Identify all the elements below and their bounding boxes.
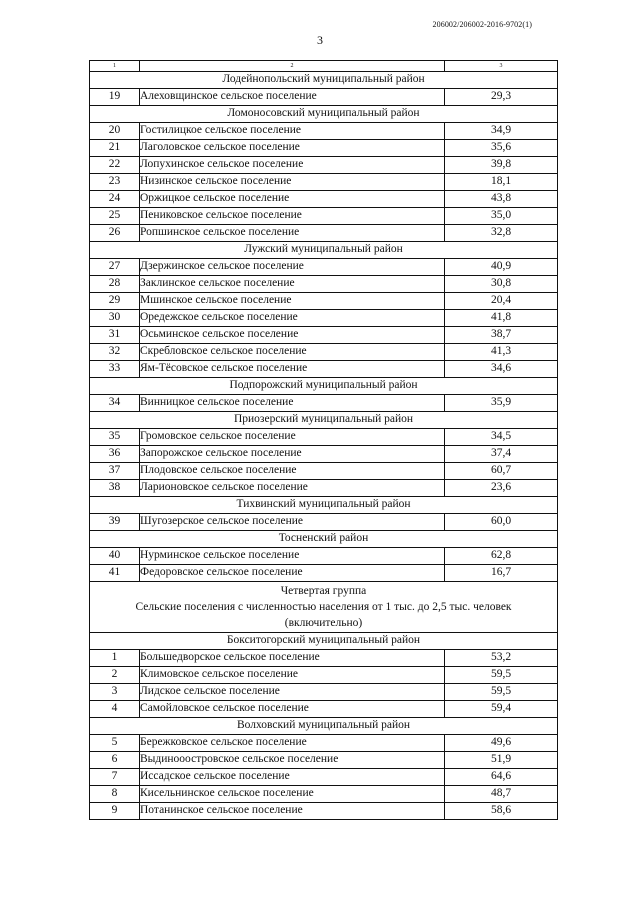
district-title: Тихвинский муниципальный район <box>90 497 558 514</box>
row-value: 51,9 <box>445 752 558 769</box>
row-number: 40 <box>90 548 140 565</box>
table-row <box>90 157 558 174</box>
table-row <box>90 208 558 225</box>
settlement-name: Низинское сельское поселение <box>140 174 445 191</box>
settlement-name: Потанинское сельское поселение <box>140 803 445 820</box>
settlements-table <box>89 60 558 820</box>
row-value: 60,7 <box>445 463 558 480</box>
row-value: 43,8 <box>445 191 558 208</box>
settlement-name: Оржицкое сельское поселение <box>140 191 445 208</box>
district-title: Ломоносовский муниципальный район <box>90 106 558 123</box>
row-value: 34,6 <box>445 361 558 378</box>
row-number: 5 <box>90 735 140 752</box>
settlement-name: Иссадское сельское поселение <box>140 769 445 786</box>
row-value: 41,8 <box>445 310 558 327</box>
district-title: Тосненский район <box>90 531 558 548</box>
district-header-row <box>90 242 558 259</box>
settlement-name: Лаголовское сельское поселение <box>140 140 445 157</box>
table-row <box>90 769 558 786</box>
row-number: 1 <box>90 650 140 667</box>
row-value: 39,8 <box>445 157 558 174</box>
column-header: 1 <box>90 61 140 72</box>
row-value: 48,7 <box>445 786 558 803</box>
row-number: 19 <box>90 89 140 106</box>
row-number: 38 <box>90 480 140 497</box>
group-header-row <box>90 582 558 633</box>
table-row <box>90 786 558 803</box>
settlement-name: Бережковское сельское поселение <box>140 735 445 752</box>
table-row <box>90 463 558 480</box>
settlement-name: Лидское сельское поселение <box>140 684 445 701</box>
district-header-row <box>90 497 558 514</box>
row-number: 28 <box>90 276 140 293</box>
column-header: 2 <box>140 61 445 72</box>
row-value: 29,3 <box>445 89 558 106</box>
row-value: 16,7 <box>445 565 558 582</box>
table-row <box>90 293 558 310</box>
row-value: 34,5 <box>445 429 558 446</box>
table-body <box>90 61 558 820</box>
column-header-row <box>90 61 558 72</box>
table-row <box>90 140 558 157</box>
page-number: 3 <box>317 33 323 47</box>
row-value: 35,0 <box>445 208 558 225</box>
table-row <box>90 548 558 565</box>
table-row <box>90 225 558 242</box>
row-value: 60,0 <box>445 514 558 531</box>
settlement-name: Кисельнинское сельское поселение <box>140 786 445 803</box>
row-value: 23,6 <box>445 480 558 497</box>
row-value: 49,6 <box>445 735 558 752</box>
district-header-row <box>90 72 558 89</box>
row-value: 35,9 <box>445 395 558 412</box>
table-row <box>90 480 558 497</box>
row-value: 20,4 <box>445 293 558 310</box>
row-value: 40,9 <box>445 259 558 276</box>
settlement-name: Скребловское сельское поселение <box>140 344 445 361</box>
settlement-name: Шугозерское сельское поселение <box>140 514 445 531</box>
row-value: 34,9 <box>445 123 558 140</box>
group-title-line: Четвертая группа <box>280 585 367 597</box>
district-header-row <box>90 106 558 123</box>
settlement-name: Выдинооостровское сельское поселение <box>140 752 445 769</box>
row-value: 64,6 <box>445 769 558 786</box>
table-row <box>90 650 558 667</box>
row-value: 59,5 <box>445 667 558 684</box>
row-value: 41,3 <box>445 344 558 361</box>
row-number: 24 <box>90 191 140 208</box>
district-title: Лодейнопольский муниципальный район <box>90 72 558 89</box>
district-title: Приозерский муниципальный район <box>90 412 558 429</box>
settlement-name: Гостилицкое сельское поселение <box>140 123 445 140</box>
settlement-name: Федоровское сельское поселение <box>140 565 445 582</box>
table-row <box>90 565 558 582</box>
district-header-row <box>90 412 558 429</box>
row-number: 21 <box>90 140 140 157</box>
row-number: 31 <box>90 327 140 344</box>
row-value: 35,6 <box>445 140 558 157</box>
row-value: 59,4 <box>445 701 558 718</box>
settlement-name: Винницкое сельское поселение <box>140 395 445 412</box>
group-title-line: (включительно) <box>284 617 363 629</box>
settlement-name: Пениковское сельское поселение <box>140 208 445 225</box>
settlement-name: Климовское сельское поселение <box>140 667 445 684</box>
row-number: 25 <box>90 208 140 225</box>
table-row <box>90 446 558 463</box>
district-header-row <box>90 531 558 548</box>
row-value: 18,1 <box>445 174 558 191</box>
table-row <box>90 803 558 820</box>
row-number: 35 <box>90 429 140 446</box>
row-number: 37 <box>90 463 140 480</box>
settlement-name: Ям-Тёсовское сельское поселение <box>140 361 445 378</box>
row-number: 6 <box>90 752 140 769</box>
settlement-name: Мшинское сельское поселение <box>140 293 445 310</box>
table-row <box>90 123 558 140</box>
row-number: 4 <box>90 701 140 718</box>
row-number: 26 <box>90 225 140 242</box>
table-row <box>90 684 558 701</box>
row-value: 32,8 <box>445 225 558 242</box>
row-value: 53,2 <box>445 650 558 667</box>
settlement-name: Громовское сельское поселение <box>140 429 445 446</box>
table-row <box>90 429 558 446</box>
settlement-name: Большедворское сельское поселение <box>140 650 445 667</box>
district-title: Подпорожский муниципальный район <box>90 378 558 395</box>
settlement-name: Осьминское сельское поселение <box>140 327 445 344</box>
table-row <box>90 327 558 344</box>
settlement-name: Плодовское сельское поселение <box>140 463 445 480</box>
settlement-name: Дзержинское сельское поселение <box>140 259 445 276</box>
table-row <box>90 191 558 208</box>
settlement-name: Самойловское сельское поселение <box>140 701 445 718</box>
settlement-name: Ларионовское сельское поселение <box>140 480 445 497</box>
row-value: 38,7 <box>445 327 558 344</box>
settlement-name: Лопухинское сельское поселение <box>140 157 445 174</box>
table-row <box>90 395 558 412</box>
table-row <box>90 310 558 327</box>
column-header: 3 <box>445 61 558 72</box>
row-number: 7 <box>90 769 140 786</box>
settlement-name: Ропшинское сельское поселение <box>140 225 445 242</box>
table-row <box>90 344 558 361</box>
settlement-name: Оредежское сельское поселение <box>140 310 445 327</box>
table-row <box>90 752 558 769</box>
row-number: 34 <box>90 395 140 412</box>
table-row <box>90 361 558 378</box>
row-number: 2 <box>90 667 140 684</box>
row-number: 9 <box>90 803 140 820</box>
table-row <box>90 701 558 718</box>
row-number: 23 <box>90 174 140 191</box>
district-title: Бокситогорский муниципальный район <box>90 633 558 650</box>
row-value: 59,5 <box>445 684 558 701</box>
row-number: 39 <box>90 514 140 531</box>
table-row <box>90 514 558 531</box>
row-number: 30 <box>90 310 140 327</box>
row-number: 8 <box>90 786 140 803</box>
row-value: 62,8 <box>445 548 558 565</box>
district-header-row <box>90 633 558 650</box>
district-title: Лужский муниципальный район <box>90 242 558 259</box>
group-title-line: Сельские поселения с численностью населения от 1 тыс. до 2,5 тыс. человек <box>135 601 512 613</box>
settlement-name: Заклинское сельское поселение <box>140 276 445 293</box>
district-title: Волховский муниципальный район <box>90 718 558 735</box>
group-title <box>90 582 558 633</box>
row-number: 41 <box>90 565 140 582</box>
row-number: 22 <box>90 157 140 174</box>
settlement-name: Алеховщинское сельское поселение <box>140 89 445 106</box>
row-number: 20 <box>90 123 140 140</box>
settlement-name: Запорожское сельское поселение <box>140 446 445 463</box>
row-value: 58,6 <box>445 803 558 820</box>
table-row <box>90 259 558 276</box>
table-row <box>90 276 558 293</box>
row-number: 27 <box>90 259 140 276</box>
table-row <box>90 89 558 106</box>
table-row <box>90 735 558 752</box>
table-row <box>90 667 558 684</box>
row-value: 37,4 <box>445 446 558 463</box>
settlement-name: Нурминское сельское поселение <box>140 548 445 565</box>
district-header-row <box>90 718 558 735</box>
document-id: 206002/206002-2016-9702(1) <box>432 20 532 29</box>
row-number: 29 <box>90 293 140 310</box>
row-number: 3 <box>90 684 140 701</box>
table-row <box>90 174 558 191</box>
row-value: 30,8 <box>445 276 558 293</box>
row-number: 36 <box>90 446 140 463</box>
district-header-row <box>90 378 558 395</box>
row-number: 32 <box>90 344 140 361</box>
row-number: 33 <box>90 361 140 378</box>
